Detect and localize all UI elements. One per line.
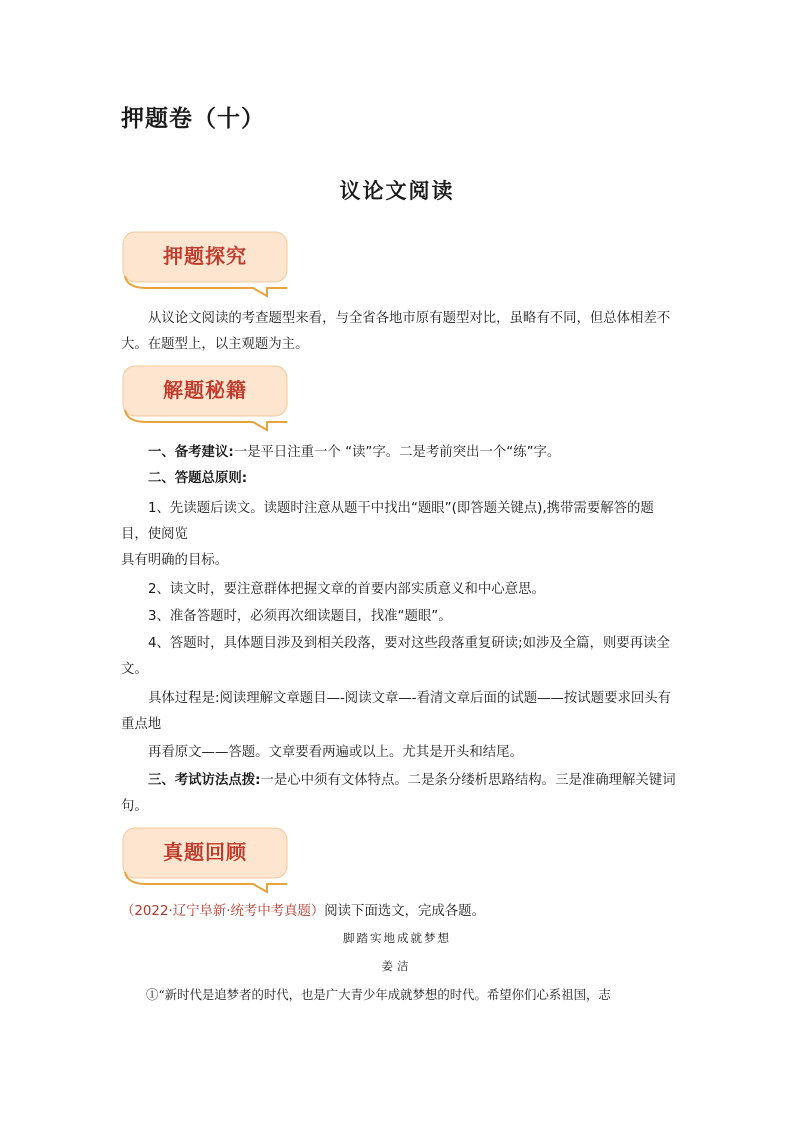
tips-rule-4: 4、答题时，具体题目涉及到相关段落，要对这些段落重复研读;如涉及全篇，则要再读全文。 (121, 636, 670, 677)
tips-item-1-key: 一、备考建议: (148, 445, 234, 460)
tips-item-1 (121, 440, 676, 466)
section-badge-review (121, 826, 289, 894)
tips-process-cont: 再看原文——答题。文章要看两遍或以上。尤其是开头和结尾。 (148, 745, 523, 760)
section-badge-tips (121, 364, 289, 432)
tips-item-3-key: 三、考试访法点拨: (148, 773, 261, 788)
page-title: 押题卷（十） (121, 106, 265, 132)
source-tag[interactable]: （2022·辽宁阜新·统考中考真题） (121, 904, 325, 919)
section-label-tips: 解题秘籍 (163, 378, 247, 402)
section-label-probe: 押题探究 (163, 244, 247, 268)
section-badge-probe (121, 230, 289, 298)
subject-title: 议论文阅读 (339, 179, 455, 203)
source-instruction: 阅读下面选文，完成各题。 (324, 904, 485, 919)
tips-process: 具体过程是:阅读理解文章题目—-阅读文章—-看清文章后面的试题——按试题要求回头有重点地 (121, 691, 672, 732)
article-paragraph-1: ①“新时代是追梦者的时代，也是广大青少年成就梦想的时代。希望你们心系祖国，志 (146, 987, 611, 1002)
tips-rule-3: 3、准备答题时，必须再次细读题目，找准“题眼”。 (148, 609, 452, 624)
tips-rule-2: 2、读文时，要注意群体把握文章的首要内部实质意义和中心意思。 (148, 582, 545, 597)
tips-item-3 (121, 768, 676, 820)
question-source (121, 900, 485, 924)
probe-paragraph: 从议论文阅读的考查题型来看，与全省各地市原有题型对比，虽略有不同，但总体相差不大。在题型上，以主观题为主。 (121, 311, 671, 352)
tips-rule-1-cont: 具有明确的目标。 (121, 553, 229, 568)
section-label-review: 真题回顾 (163, 840, 247, 864)
tips-item-2-key: 二、答题总原则: (148, 471, 248, 486)
article-title: 脚踏实地成就梦想 (343, 931, 451, 945)
tips-item-3-text: 一是心中须有文体特点。二是条分缕析思路结构。三是准确理解关键词句。 (121, 773, 676, 814)
tips-rule-1: 1、先读题后读文。读题时注意从题干中找出“题眼”(即答题关键点),携带需要解答的题目，使阅览 (121, 501, 654, 542)
tips-item-2 (121, 466, 676, 492)
article-author: 姜洁 (381, 959, 413, 973)
tips-item-1-text: 一是平日注重一个 “读”字。二是考前突出一个“练”字。 (233, 445, 561, 460)
